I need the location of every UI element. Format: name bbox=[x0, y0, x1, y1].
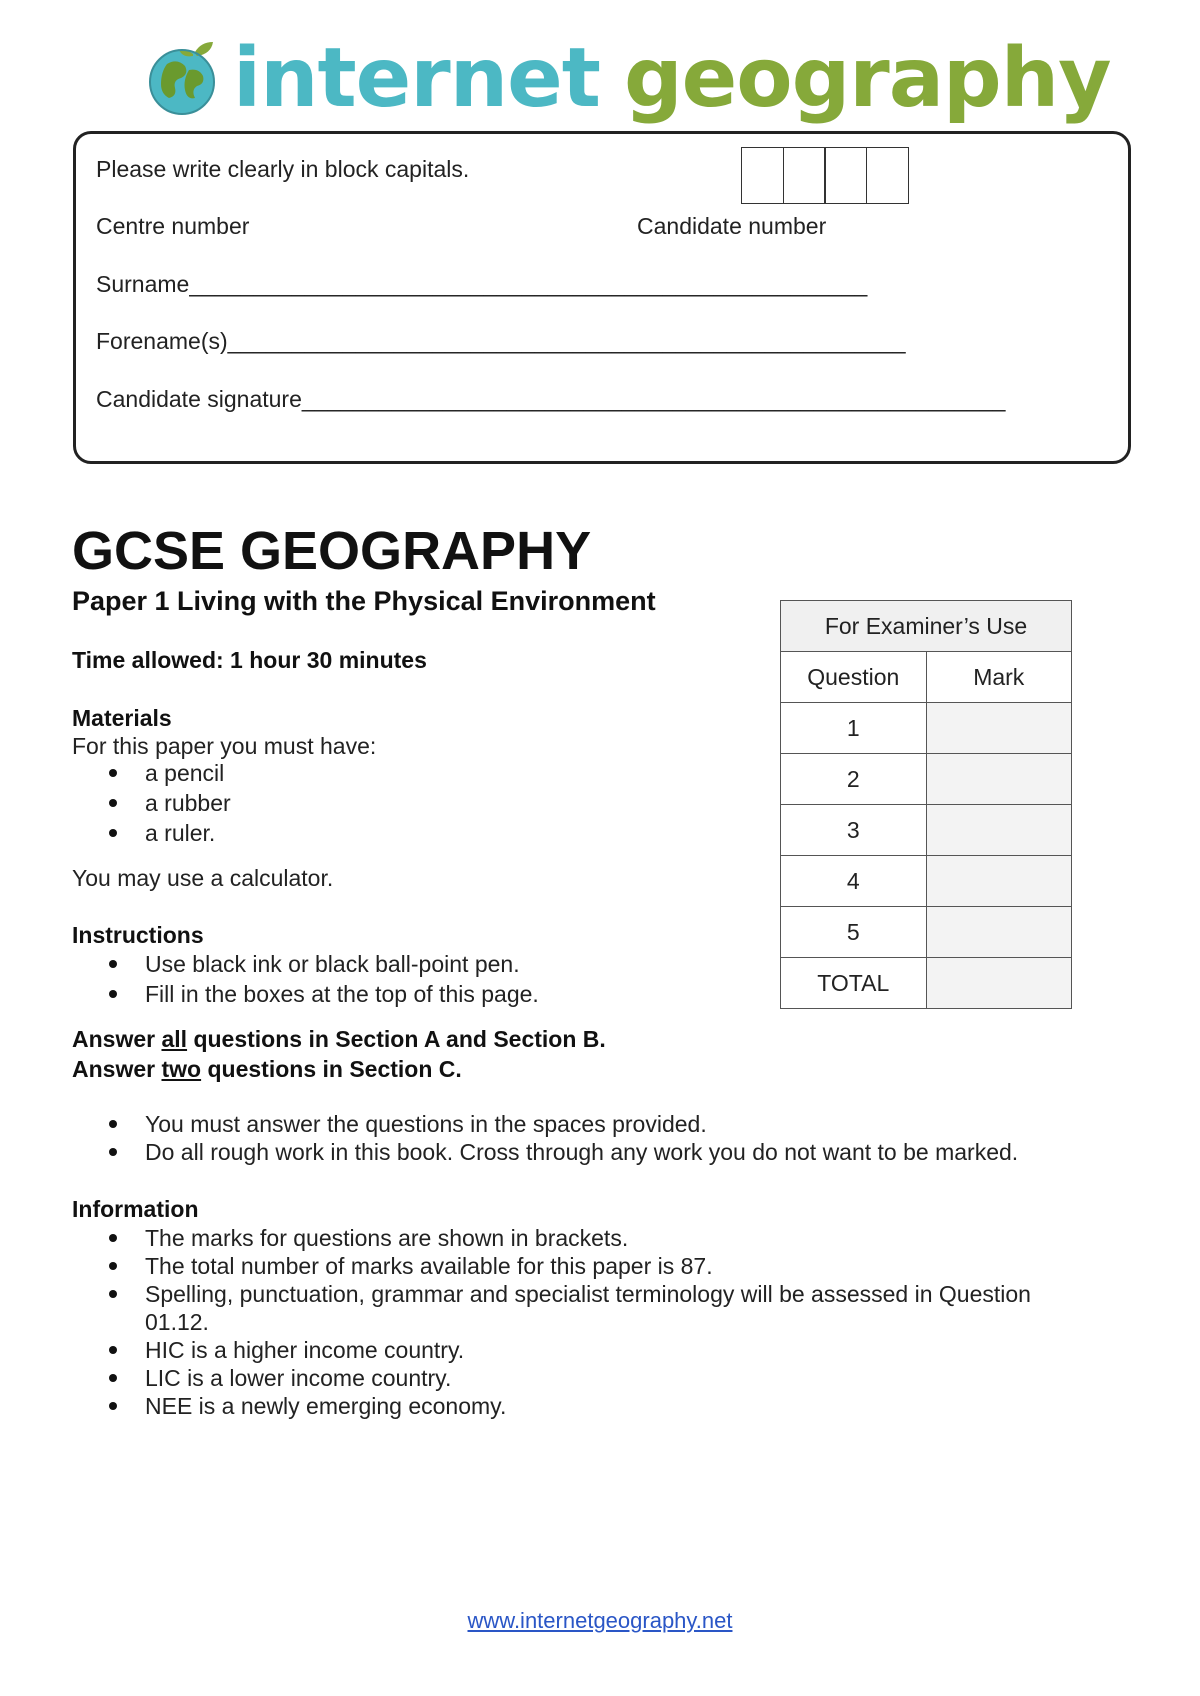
page-title: GCSE GEOGRAPHY bbox=[72, 521, 592, 581]
information-list bbox=[0, 1224, 1085, 1420]
mark-cell[interactable] bbox=[926, 856, 1072, 907]
mark-cell[interactable] bbox=[926, 805, 1072, 856]
list-item: a pencil bbox=[0, 759, 1085, 787]
mark-cell[interactable] bbox=[926, 703, 1072, 754]
candidate-number-label: Candidate number bbox=[637, 213, 827, 239]
question-number: 1 bbox=[781, 703, 927, 754]
mark-cell[interactable] bbox=[926, 754, 1072, 805]
list-item: Fill in the boxes at the top of this page. bbox=[0, 980, 1085, 1008]
list-item: The total number of marks available for this paper is 87. bbox=[0, 1252, 1085, 1280]
list-item: NEE is a newly emerging economy. bbox=[0, 1392, 1085, 1420]
block-capitals-instruction: Please write clearly in block capitals. bbox=[96, 156, 470, 182]
answer-text: Answer bbox=[72, 1026, 162, 1052]
question-number: 5 bbox=[781, 907, 927, 958]
mark-cell[interactable] bbox=[926, 907, 1072, 958]
digit-box[interactable] bbox=[783, 147, 826, 204]
footer-website-link[interactable]: www.internetgeography.net bbox=[467, 1608, 733, 1633]
site-logo bbox=[145, 31, 1111, 126]
answer-section-c bbox=[72, 1056, 462, 1083]
signature-field[interactable]: Candidate signature_______________________________________________________ bbox=[96, 386, 1006, 412]
list-item: a rubber bbox=[0, 789, 1085, 817]
list-item: LIC is a lower income country. bbox=[0, 1364, 1085, 1392]
question-number: 4 bbox=[781, 856, 927, 907]
information-heading: Information bbox=[72, 1196, 199, 1222]
question-number: 3 bbox=[781, 805, 927, 856]
digit-box[interactable] bbox=[866, 147, 909, 204]
logo-word-internet: internet bbox=[233, 31, 600, 126]
surname-field[interactable]: Surname_____________________________________________________ bbox=[96, 271, 868, 297]
calculator-note: You may use a calculator. bbox=[72, 865, 334, 891]
answer-text: questions in Section C. bbox=[201, 1056, 462, 1082]
list-item: You must answer the questions in the spaces provided. bbox=[0, 1110, 1085, 1138]
candidate-details-box bbox=[73, 131, 1131, 464]
examiner-table-header: For Examiner’s Use bbox=[781, 601, 1072, 652]
list-item: Use black ink or black ball-point pen. bbox=[0, 950, 1085, 978]
question-column-header: Question bbox=[781, 652, 927, 703]
paper-subtitle: Paper 1 Living with the Physical Environment bbox=[72, 586, 656, 616]
materials-heading: Materials bbox=[72, 705, 172, 731]
table-row bbox=[781, 907, 1072, 958]
list-item: The marks for questions are shown in brackets. bbox=[0, 1224, 1085, 1252]
examiner-table bbox=[780, 600, 1072, 1009]
answer-notes-list bbox=[0, 1110, 1085, 1166]
table-row bbox=[781, 856, 1072, 907]
materials-intro: For this paper you must have: bbox=[72, 733, 377, 759]
list-item: Spelling, punctuation, grammar and specialist terminology will be assessed in Question 01.12. bbox=[0, 1280, 1085, 1336]
digit-box[interactable] bbox=[824, 147, 867, 204]
answer-emphasis: two bbox=[161, 1056, 202, 1082]
candidate-number-boxes[interactable] bbox=[741, 147, 907, 204]
total-mark-cell[interactable] bbox=[926, 958, 1072, 1009]
answer-sections-ab bbox=[72, 1026, 606, 1053]
digit-box[interactable] bbox=[741, 147, 784, 204]
table-row bbox=[781, 958, 1072, 1009]
table-row bbox=[781, 703, 1072, 754]
list-item: a ruler. bbox=[0, 819, 1085, 847]
table-row bbox=[781, 754, 1072, 805]
mark-column-header: Mark bbox=[926, 652, 1072, 703]
question-number: 2 bbox=[781, 754, 927, 805]
forenames-field[interactable]: Forename(s)_____________________________________________________ bbox=[96, 328, 906, 354]
logo-wordmark bbox=[233, 31, 1111, 126]
answer-text: questions in Section A and Section B. bbox=[187, 1026, 606, 1052]
logo-word-geography: geography bbox=[623, 31, 1111, 126]
list-item: HIC is a higher income country. bbox=[0, 1336, 1085, 1364]
instructions-heading: Instructions bbox=[72, 922, 204, 948]
answer-emphasis: all bbox=[161, 1026, 188, 1052]
table-row bbox=[781, 805, 1072, 856]
list-item: Do all rough work in this book. Cross through any work you do not want to be marked. bbox=[0, 1138, 1085, 1166]
globe-icon bbox=[145, 40, 223, 118]
centre-number-label: Centre number bbox=[96, 213, 250, 239]
answer-text: Answer bbox=[72, 1056, 162, 1082]
time-allowed: Time allowed: 1 hour 30 minutes bbox=[72, 647, 427, 673]
total-label: TOTAL bbox=[781, 958, 927, 1009]
